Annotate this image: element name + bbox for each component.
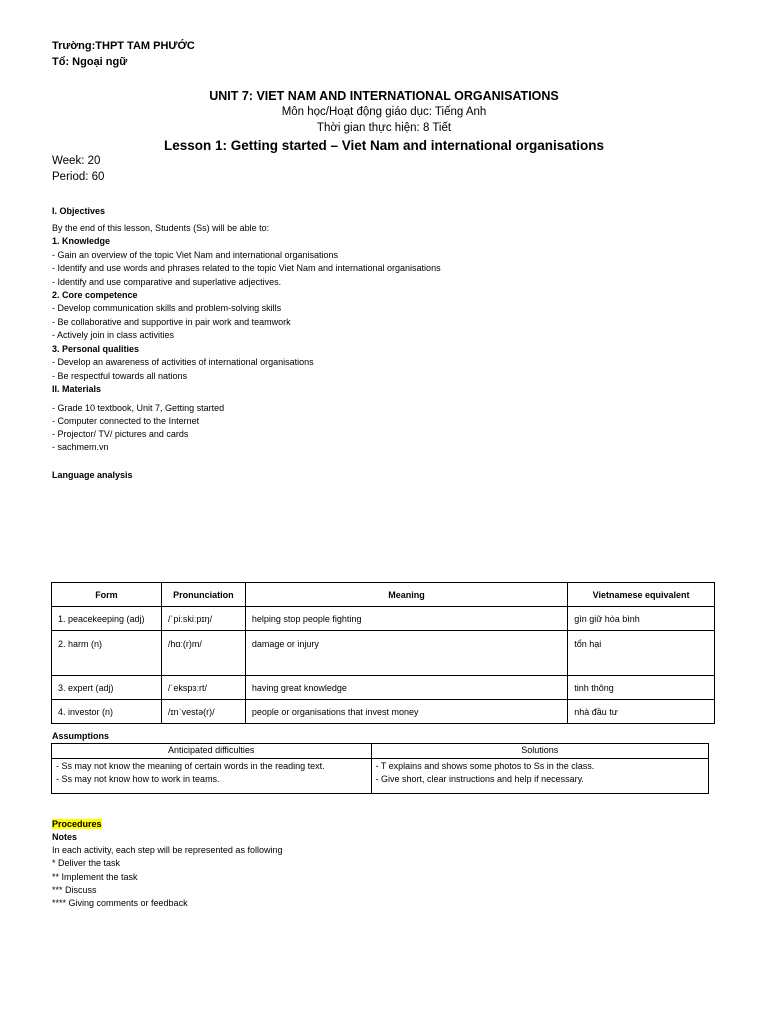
core-competence-heading: 2. Core competence xyxy=(52,290,138,300)
language-analysis-table xyxy=(51,582,715,724)
procedure-step: * Deliver the task xyxy=(52,858,121,868)
knowledge-item: - Identify and use words and phrases related to the topic Viet Nam and international organisations xyxy=(52,263,441,273)
column-header-solutions: Solutions xyxy=(371,744,709,759)
unit-title: UNIT 7: VIET NAM AND INTERNATIONAL ORGANISATIONS xyxy=(209,89,559,103)
subject-line: Môn học/Hoạt động giáo dục: Tiếng Anh xyxy=(281,106,487,118)
objectives-intro: By the end of this lesson, Students (Ss) will be able to: xyxy=(52,223,270,233)
notes-intro: In each activity, each step will be represented as following xyxy=(52,845,283,855)
difficulty-item: - Ss may not know how to work in teams. xyxy=(56,774,220,784)
table-row xyxy=(52,676,715,700)
procedures-heading: Procedures xyxy=(52,819,102,829)
language-analysis-heading: Language analysis xyxy=(52,470,133,480)
knowledge-item: - Gain an overview of the topic Viet Nam and international organisations xyxy=(52,250,338,260)
pronunciation-cell: /hɑː(r)m/ xyxy=(161,631,245,676)
assumptions-heading: Assumptions xyxy=(52,731,110,741)
knowledge-item: - Identify and use comparative and superlative adjectives. xyxy=(52,277,282,287)
core-competence-item: - Actively join in class activities xyxy=(52,330,175,340)
meaning-cell: having great knowledge xyxy=(245,676,567,700)
core-competence-item: - Be collaborative and supportive in pair work and teamwork xyxy=(52,317,291,327)
assumptions-table xyxy=(51,743,709,794)
column-header-pronunciation: Pronunciation xyxy=(161,583,245,607)
table-header-row xyxy=(52,744,709,759)
column-header-form: Form xyxy=(52,583,162,607)
materials-item: - sachmem.vn xyxy=(52,442,109,452)
pronunciation-cell: /ɪnˈvestə(r)/ xyxy=(161,700,245,724)
solution-item: - Give short, clear instructions and help if necessary. xyxy=(375,774,584,784)
personal-qualities-item: - Develop an awareness of activities of international organisations xyxy=(52,357,314,367)
column-header-difficulties: Anticipated difficulties xyxy=(52,744,372,759)
difficulty-item: - Ss may not know the meaning of certain words in the reading text. xyxy=(56,761,325,771)
department-name: Tổ: Ngoại ngữ xyxy=(52,56,128,68)
vietnamese-cell: gìn giữ hòa bình xyxy=(568,607,715,631)
meaning-cell: helping stop people fighting xyxy=(245,607,567,631)
meaning-cell: damage or injury xyxy=(245,631,567,676)
table-row xyxy=(52,607,715,631)
table-row xyxy=(52,631,715,676)
vietnamese-cell: nhà đầu tư xyxy=(568,700,715,724)
vietnamese-cell: tổn hại xyxy=(568,631,715,676)
table-row xyxy=(52,759,709,794)
table-header-row xyxy=(52,583,715,607)
form-cell: 2. harm (n) xyxy=(52,631,162,676)
pronunciation-cell: /ˈekspɜːrt/ xyxy=(161,676,245,700)
materials-item: - Projector/ TV/ pictures and cards xyxy=(52,429,189,439)
objectives-heading: I. Objectives xyxy=(52,206,106,216)
notes-heading: Notes xyxy=(52,832,78,842)
form-cell: 3. expert (adj) xyxy=(52,676,162,700)
procedure-step: *** Discuss xyxy=(52,885,97,895)
knowledge-heading: 1. Knowledge xyxy=(52,236,111,246)
time-line: Thời gian thực hiện: 8 Tiết xyxy=(316,122,452,134)
period-label: Period: 60 xyxy=(52,171,105,183)
difficulties-cell xyxy=(52,759,372,794)
core-competence-item: - Develop communication skills and problem-solving skills xyxy=(52,303,282,313)
procedure-step: ** Implement the task xyxy=(52,872,138,882)
column-header-meaning: Meaning xyxy=(245,583,567,607)
form-cell: 1. peacekeeping (adj) xyxy=(52,607,162,631)
column-header-vietnamese: Vietnamese equivalent xyxy=(568,583,715,607)
vietnamese-cell: tinh thông xyxy=(568,676,715,700)
procedure-step: **** Giving comments or feedback xyxy=(52,898,188,908)
materials-item: - Computer connected to the Internet xyxy=(52,416,200,426)
table-row xyxy=(52,700,715,724)
personal-qualities-item: - Be respectful towards all nations xyxy=(52,371,188,381)
solution-item: - T explains and shows some photos to Ss in the class. xyxy=(375,761,595,771)
pronunciation-cell: /ˈpiːskiːpɪŋ/ xyxy=(161,607,245,631)
lesson-title: Lesson 1: Getting started – Viet Nam and international organisations xyxy=(163,138,605,153)
school-name: Trường:THPT TAM PHƯỚC xyxy=(52,40,195,52)
meaning-cell: people or organisations that invest money xyxy=(245,700,567,724)
week-label: Week: 20 xyxy=(52,155,101,167)
personal-qualities-heading: 3. Personal qualities xyxy=(52,344,140,354)
solutions-cell xyxy=(371,759,709,794)
materials-item: - Grade 10 textbook, Unit 7, Getting started xyxy=(52,403,225,413)
form-cell: 4. investor (n) xyxy=(52,700,162,724)
materials-heading: II. Materials xyxy=(52,384,102,394)
